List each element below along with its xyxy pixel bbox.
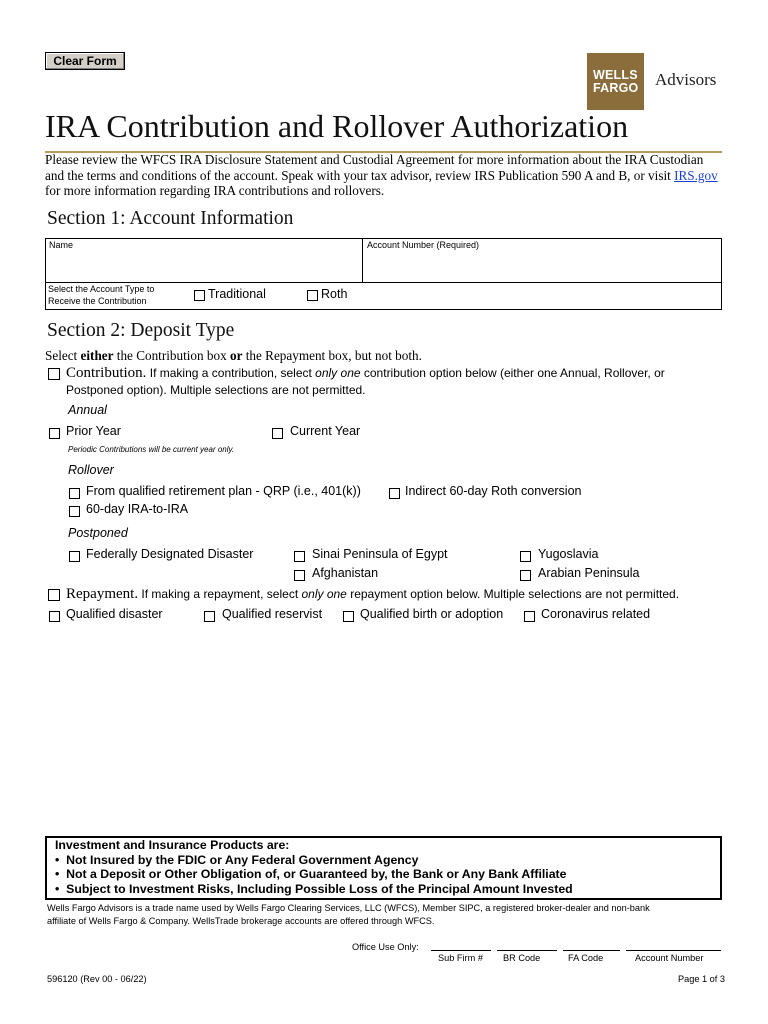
current-year-label: Current Year <box>290 424 361 438</box>
br-code-label: BR Code <box>503 953 541 963</box>
logo-line2: FARGO <box>593 80 639 95</box>
afghanistan-checkbox[interactable] <box>294 570 305 581</box>
qualified-birth-label: Qualified birth or adoption <box>360 607 504 621</box>
periodic-note: Periodic Contributions will be current year only. <box>68 445 235 454</box>
postponed-heading: Postponed <box>68 526 128 540</box>
traditional-checkbox[interactable] <box>194 290 205 301</box>
account-number-office-label: Account Number <box>635 953 704 963</box>
account-number-label: Account Number (Required) <box>367 240 480 250</box>
fa-code-label: FA Code <box>568 953 604 963</box>
account-number-field[interactable] <box>366 251 718 279</box>
coronavirus-checkbox[interactable] <box>524 611 535 622</box>
roth-label: Roth <box>321 287 348 301</box>
traditional-label: Traditional <box>208 287 266 301</box>
fa-code-line <box>563 950 620 951</box>
sub-firm-line <box>431 950 491 951</box>
intro-text-2: for more information regarding IRA contributions and rollovers. <box>45 183 385 198</box>
deposit-instruction <box>45 348 422 364</box>
instr-either: either <box>80 348 114 363</box>
repayment-checkbox[interactable] <box>48 589 60 601</box>
sinai-label: Sinai Peninsula of Egypt <box>312 547 448 561</box>
br-code-line <box>497 950 557 951</box>
bullet-2-text: Not a Deposit or Other Obligation of, or Guaranteed by, the Bank or Any Bank Affiliate <box>66 867 567 881</box>
yugoslavia-label: Yugoslavia <box>538 547 599 561</box>
account-info-table <box>45 238 722 310</box>
account-type-label <box>48 283 154 307</box>
fed-disaster-label: Federally Designated Disaster <box>86 547 254 561</box>
account-type-label-line2: Receive the Contribution <box>48 296 147 306</box>
ira-to-ira-checkbox[interactable] <box>69 506 80 517</box>
current-year-checkbox[interactable] <box>272 428 283 439</box>
investment-disclosure-box <box>45 836 722 900</box>
page-title: IRA Contribution and Rollover Authorization <box>45 108 629 144</box>
qualified-disaster-checkbox[interactable] <box>49 611 60 622</box>
name-field[interactable] <box>48 251 358 279</box>
roth-checkbox[interactable] <box>307 290 318 301</box>
qualified-reservist-label: Qualified reservist <box>222 607 323 621</box>
qualified-birth-checkbox[interactable] <box>343 611 354 622</box>
disclosure-heading: Investment and Insurance Products are: <box>55 838 290 852</box>
rollover-heading: Rollover <box>68 463 114 477</box>
repayment-label: Repayment. <box>66 586 139 602</box>
clear-form-button[interactable]: Clear Form <box>45 52 125 70</box>
office-use-label: Office Use Only: <box>352 942 419 952</box>
sub-firm-label: Sub Firm # <box>438 953 483 963</box>
contribution-desc-2: contribution option below (either one Annual, Rollover, or <box>360 366 665 380</box>
contribution-desc-3: Postponed option). Multiple selections are not permitted. <box>66 383 366 397</box>
instr-pre: Select <box>45 348 81 363</box>
qualified-reservist-checkbox[interactable] <box>204 611 215 622</box>
contribution-desc-1: If making a contribution, select <box>146 366 316 380</box>
indirect-roth-checkbox[interactable] <box>389 488 400 499</box>
repayment-desc-1: If making a repayment, select <box>138 587 302 601</box>
disclosure-bullet-2: • Not a Deposit or Other Obligation of, or Guaranteed by, the Bank or Any Bank Affiliate <box>55 867 567 881</box>
afghanistan-label: Afghanistan <box>312 566 379 580</box>
fed-disaster-checkbox[interactable] <box>69 551 80 562</box>
prior-year-label: Prior Year <box>66 424 121 438</box>
form-id: 596120 (Rev 00 - 06/22) <box>47 974 147 984</box>
instr-post: the Repayment box, but not both. <box>242 348 422 363</box>
prior-year-checkbox[interactable] <box>49 428 60 439</box>
qrp-checkbox[interactable] <box>69 488 80 499</box>
ira-to-ira-label: 60-day IRA-to-IRA <box>86 502 189 516</box>
table-col-divider <box>362 239 363 282</box>
legal-footer <box>47 902 737 928</box>
qrp-label: From qualified retirement plan - QRP (i.e., 401(k)) <box>86 484 361 498</box>
repayment-desc-2: repayment option below. Multiple selections are not permitted. <box>346 587 680 601</box>
section1-title: Section 1: Account Information <box>47 208 294 229</box>
disclosure-bullet-1: • Not Insured by the FDIC or Any Federal Government Agency <box>55 852 419 867</box>
arabian-label: Arabian Peninsula <box>538 566 640 580</box>
contribution-only-one: only one <box>315 366 361 380</box>
logo-line1: WELLS <box>593 67 638 82</box>
account-type-label-line1: Select the Account Type to <box>48 284 155 294</box>
instr-or: or <box>229 348 243 363</box>
legal-footer-line2: affiliate of Wells Fargo & Company. WellsTrade brokerage accounts are offered through WFCS. <box>47 916 435 926</box>
disclosure-bullet-3: • Subject to Investment Risks, Including Possible Loss of the Principal Amount Invested <box>55 881 573 896</box>
account-number-line <box>626 950 721 951</box>
bullet-1-text: Not Insured by the FDIC or Any Federal Government Agency <box>66 852 419 867</box>
irs-gov-link[interactable]: IRS.gov <box>674 167 718 183</box>
contribution-checkbox[interactable] <box>48 368 60 380</box>
indirect-roth-label: Indirect 60-day Roth conversion <box>405 484 582 498</box>
section2-title: Section 2: Deposit Type <box>47 320 235 341</box>
annual-heading: Annual <box>68 403 107 417</box>
page-number: Page 1 of 3 <box>678 974 725 984</box>
contribution-label: Contribution. <box>66 365 147 381</box>
yugoslavia-checkbox[interactable] <box>520 551 531 562</box>
instr-mid: the Contribution box <box>113 348 230 363</box>
qualified-disaster-label: Qualified disaster <box>66 607 163 621</box>
arabian-checkbox[interactable] <box>520 570 531 581</box>
name-label: Name <box>49 240 74 250</box>
intro-text-1: Please review the WFCS IRA Disclosure Statement and Custodial Agreement for more information about the IRA Custodian and the terms and conditions of the account. Speak with your tax advisor, review IRS Publication 590 A and B, or visit <box>45 152 704 183</box>
legal-footer-line1: Wells Fargo Advisors is a trade name used by Wells Fargo Clearing Services, LLC (WFCS), Member SIPC, a registered broker-dealer and non-bank <box>47 903 650 913</box>
coronavirus-label: Coronavirus related <box>541 607 651 621</box>
sinai-checkbox[interactable] <box>294 551 305 562</box>
intro-paragraph <box>45 152 725 199</box>
contribution-line <box>66 364 665 382</box>
wells-fargo-logo <box>587 53 644 110</box>
bullet-3-text: Subject to Investment Risks, Including Possible Loss of the Principal Amount Invested <box>66 881 573 896</box>
advisors-label: Advisors <box>655 70 717 89</box>
repayment-only-one: only one <box>301 587 347 601</box>
repayment-line <box>66 585 679 603</box>
